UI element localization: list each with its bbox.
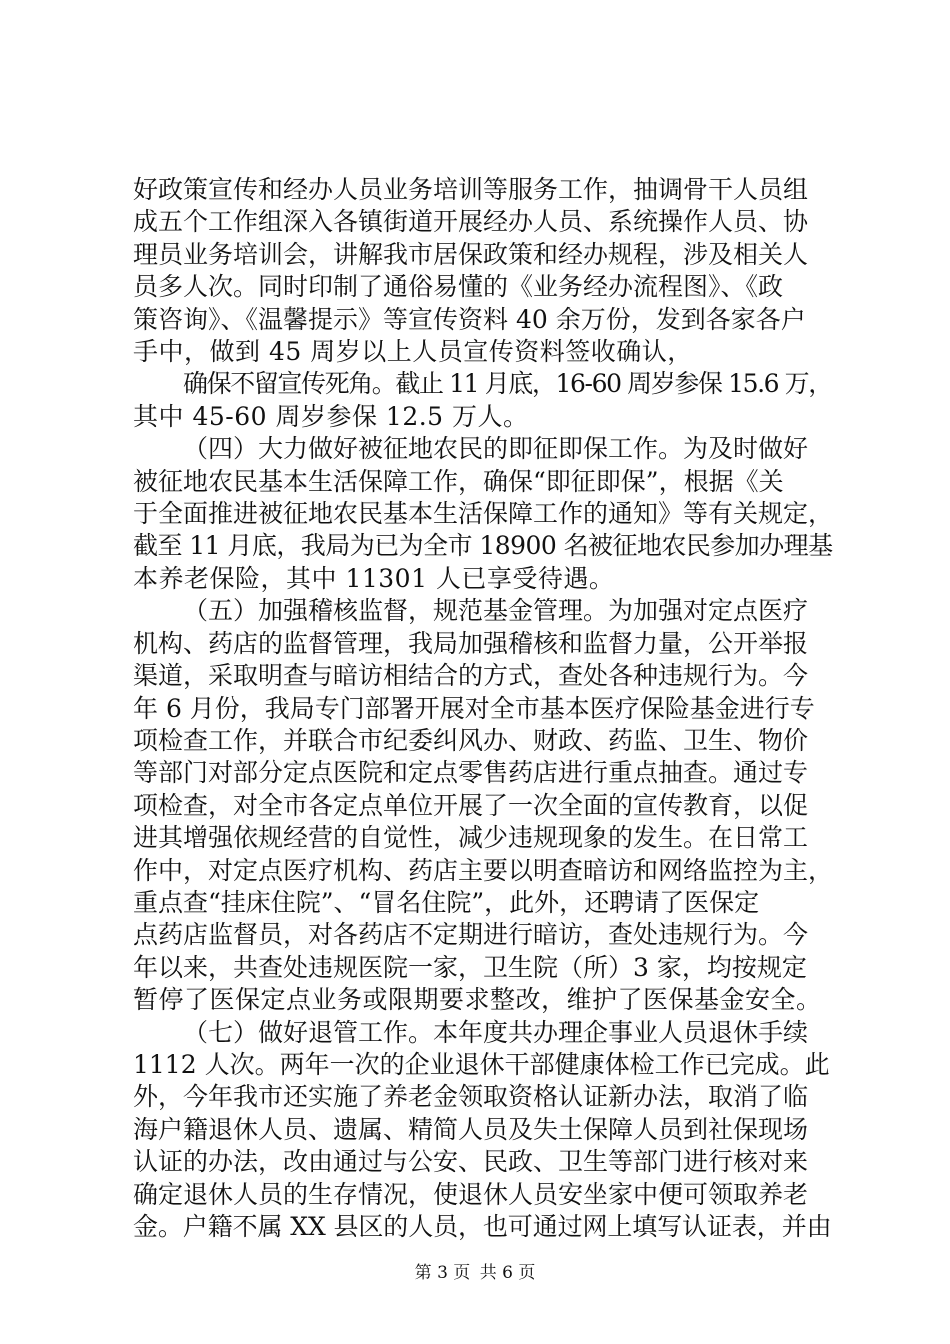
text-line: 海户籍退休人员、遗属、精简人员及失土保障人员到社保现场	[133, 1114, 809, 1144]
text-line: 确保不留宣传死角。截止 11 月底，16-60 周岁参保 15.6 万，	[183, 369, 832, 399]
text-line: 年以来，共查处违规医院一家，卫生院（所）3 家，均按规定	[133, 952, 807, 982]
text-line: 认证的办法，改由通过与公安、民政、卫生等部门进行核对来	[133, 1147, 809, 1177]
document-body	[133, 174, 833, 1243]
text-line: 等部门对部分定点医院和定点零售药店进行重点抽查。通过专	[133, 758, 809, 788]
paragraph	[133, 433, 833, 595]
text-line: 进其增强依规经营的自觉性，减少违规现象的发生。在日常工	[133, 823, 809, 853]
text-line: 本养老保险，其中 11301 人已享受待遇。	[133, 563, 615, 593]
text-line: 于全面推进被征地农民基本生活保障工作的通知》等有关规定，	[133, 499, 834, 529]
text-line: 暂停了医保定点业务或限期要求整改，维护了医保基金安全。	[133, 985, 822, 1015]
paragraph	[133, 368, 833, 433]
text-line: 作中，对定点医疗机构、药店主要以明查暗访和网络监控为主，	[133, 855, 834, 885]
text-line: 策咨询》、《温馨提示》等宣传资料 40 余万份，发到各家各户	[133, 304, 806, 334]
text-line: 理员业务培训会，讲解我市居保政策和经办规程，涉及相关人	[133, 239, 809, 269]
text-line: 被征地农民基本生活保障工作，确保“即征即保”，根据《关	[133, 466, 784, 496]
text-line: 机构、药店的监督管理，我局加强稽核和监督力量，公开举报	[133, 628, 809, 658]
paragraph	[133, 1017, 833, 1244]
text-line: 金。户籍不属 XX 县区的人员，也可通过网上填写认证表，并由	[133, 1212, 832, 1241]
text-line: 外，今年我市还实施了养老金领取资格认证新办法，取消了临	[133, 1082, 809, 1112]
paragraph	[133, 174, 833, 368]
text-line: 员多人次。同时印制了通俗易懂的《业务经办流程图》、《政	[133, 272, 784, 302]
page-total: 共 6 页	[479, 1263, 536, 1283]
text-line: 手中，做到 45 周岁以上人员宣传资料签收确认，	[133, 337, 693, 367]
page-footer	[0, 1258, 950, 1283]
text-line: 好政策宣传和经办人员业务培训等服务工作，抽调骨干人员组	[133, 175, 809, 204]
text-line: 项检查工作，并联合市纪委纠风办、财政、药监、卫生、物价	[133, 725, 809, 755]
text-line: （七）做好退管工作。本年度共办理企事业人员退休手续	[183, 1017, 809, 1047]
text-line: 渠道，采取明查与暗访相结合的方式，查处各种违规行为。今	[133, 661, 809, 691]
text-line: 其中 45-60 周岁参保 12.5 万人。	[133, 401, 529, 431]
text-line: 点药店监督员，对各药店不定期进行暗访，查处违规行为。今	[133, 920, 809, 950]
text-line: 年 6 月份，我局专门部署开展对全市基本医疗保险基金进行专	[133, 693, 815, 723]
text-line: 成五个工作组深入各镇街道开展经办人员、系统操作人员、协	[133, 207, 809, 237]
text-line: 截至 11 月底，我局为已为全市 18900 名被征地农民参加办理基	[133, 531, 833, 561]
page-number: 第 3 页	[414, 1263, 471, 1283]
text-line: （五）加强稽核监督，规范基金管理。为加强对定点医疗	[183, 596, 809, 626]
text-line: 1112 人次。两年一次的企业退休干部健康体检工作已完成。此	[133, 1049, 830, 1079]
text-line: 重点查“挂床住院”、“冒名住院”，此外，还聘请了医保定	[133, 887, 760, 917]
text-line: 项检查，对全市各定点单位开展了一次全面的宣传教育，以促	[133, 790, 809, 820]
text-line: （四）大力做好被征地农民的即征即保工作。为及时做好	[183, 434, 809, 464]
paragraph	[133, 595, 833, 1016]
text-line: 确定退休人员的生存情况，使退休人员安坐家中便可领取养老	[133, 1179, 809, 1209]
